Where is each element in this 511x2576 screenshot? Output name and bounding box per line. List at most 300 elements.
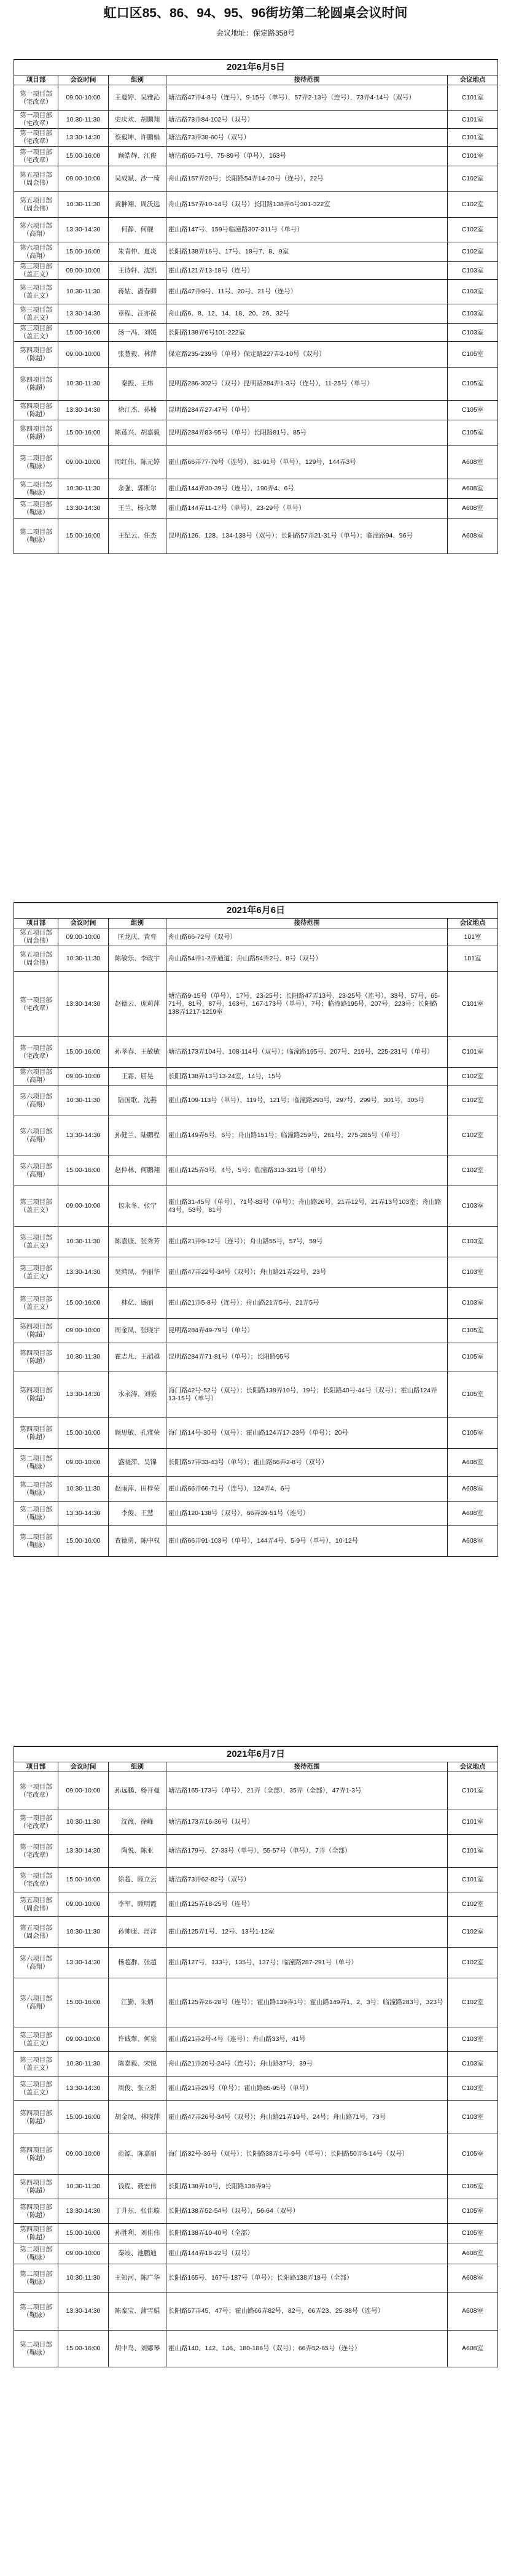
table-header-row [14,75,498,85]
table-row [14,1835,498,1868]
time-cell: 13:30-14:30 [58,2293,109,2331]
time-cell: 09:00-10:00 [58,2243,109,2264]
dept-cell: 第二项目部（鞠泳） [14,2264,58,2293]
dept-cell: 第二项目部（鞠泳） [14,1477,58,1502]
place-cell: C105室 [448,420,498,446]
scope-cell: 霍山路147号、159号临潼路307-311号（单号） [166,218,448,242]
place-cell: A608室 [448,1526,498,1557]
dept-cell: 第六项目部（高翔） [14,1155,58,1186]
table-row [14,446,498,479]
table-row [14,401,498,420]
place-cell: C101室 [448,1868,498,1892]
scope-cell: 塘沽路173弄16-36号（双号） [166,1810,448,1835]
dept-cell: 第二项目部（鞠泳） [14,519,58,554]
scope-cell: 长阳路57弄45，47号；霍山路66弄82号，82号，66弄23、25-38号（连号） [166,2293,448,2331]
table-row [14,1155,498,1186]
place-cell: C102室 [448,1978,498,2027]
schedule-day-1 [14,59,497,554]
group-cell: 张慧毅、林萍 [109,342,166,368]
time-cell: 10:30-11:30 [58,1227,109,1257]
scope-cell: 霍山路21弄9-12号（连号）；舟山路55号，57号，59号 [166,1227,448,1257]
time-cell: 10:30-11:30 [58,2264,109,2293]
group-cell: 许诚翠、何泉 [109,2027,166,2052]
dept-cell: 第三项目部（盖正文） [14,1288,58,1319]
column-header: 接待范围 [166,1762,448,1772]
time-cell: 13:30-14:30 [58,499,109,519]
column-header: 项目部 [14,919,58,928]
table-row [14,304,498,324]
dept-cell: 第四项目部（陈超） [14,1371,58,1418]
scope-cell: 霍山路125弄3号，4号，5号；临潼路313-321号（单号） [166,1155,448,1186]
table-row [14,280,498,304]
dept-cell: 第二项目部（鞠泳） [14,1502,58,1526]
group-cell: 何静、何舰 [109,218,166,242]
time-cell: 10:30-11:30 [58,368,109,401]
time-cell: 09:00-10:00 [58,1772,109,1810]
dept-cell: 第四项目部（陈超） [14,401,58,420]
time-cell: 09:00-10:00 [58,85,109,111]
time-cell: 10:30-11:30 [58,2052,109,2077]
dept-cell: 第六项目部（高翔） [14,1978,58,2027]
table-row [14,1810,498,1835]
scope-cell: 长阳路57弄33-43号（单号）；霍山路66弄2-8号（双号） [166,1449,448,1477]
table-row [14,147,498,166]
dept-cell: 第四项目部（陈超） [14,2199,58,2224]
dept-cell: 第一项目部（宅改章） [14,147,58,166]
table-row [14,192,498,218]
group-cell: 陆国歌、沈燕 [109,1086,166,1116]
scope-cell: 昆明路286-302号（双号）昆明路284弄1-3号（连号），11-25号（单号） [166,368,448,401]
scope-cell: 长阳路165号，167号-187号（单号）；长阳路138弄18号（全部） [166,2264,448,2293]
scope-cell: 霍山路140、142、146、180-186号（双号）；66弄52-65号（连号） [166,2331,448,2367]
dept-cell: 第三项目部（盖正文） [14,1186,58,1227]
scope-cell: 长阳路138弄10-40号（全部） [166,2224,448,2243]
time-cell: 09:00-10:00 [58,2134,109,2175]
place-cell: A608室 [448,499,498,519]
dept-cell: 第六项目部（高翔） [14,1068,58,1086]
group-cell: 吴鸿凤、李丽华 [109,1257,166,1288]
scope-cell: 昆明路284弄83-95号（单号）长阳路81号、85号 [166,420,448,446]
group-cell: 周金凤、张晓宇 [109,1319,166,1343]
place-cell: C101室 [448,129,498,147]
table-row [14,2331,498,2367]
scope-cell: 舟山路54弄1-2弄通道；舟山路54弄2号、8号（双号） [166,946,448,972]
place-cell: C101室 [448,85,498,111]
time-cell: 09:00-10:00 [58,2027,109,2052]
schedule-table [14,902,498,1557]
place-cell: C103室 [448,262,498,280]
scope-cell: 舟山路66-72号（双号） [166,928,448,946]
scope-cell: 霍山路125弄1号、12号、13号1-12室 [166,1917,448,1948]
dept-cell: 第一项目部（宅改章） [14,1868,58,1892]
day-date: 2021年6月5日 [14,60,498,75]
place-cell: C102室 [448,1155,498,1186]
place-cell: C105室 [448,2224,498,2243]
dept-cell: 第四项目部（陈超） [14,1343,58,1371]
scope-cell: 长阳路138弄6号101-222室 [166,324,448,342]
table-row [14,1502,498,1526]
scope-cell: 长阳路138弄10号，长阳路138弄9号 [166,2175,448,2199]
dept-cell: 第三项目部（盖正文） [14,324,58,342]
group-cell: 王霜、屈晃 [109,1068,166,1086]
time-cell: 13:30-14:30 [58,401,109,420]
dept-cell: 第二项目部（鞠泳） [14,2331,58,2367]
group-cell: 陈泰宝、蒲雪娟 [109,2293,166,2331]
table-row [14,2264,498,2293]
group-cell: 蔡毅坤、许鹏娟 [109,129,166,147]
table-row [14,1227,498,1257]
time-cell: 13:30-14:30 [58,1371,109,1418]
scope-cell: 霍山路47弄9号、11号、20号、21号（连号） [166,280,448,304]
page-subtitle: 会议地址：保定路358号 [216,29,295,37]
table-row [14,1772,498,1810]
time-cell: 15:00-16:00 [58,1868,109,1892]
column-header: 接待范围 [166,919,448,928]
place-cell: A608室 [448,2264,498,2293]
time-cell: 15:00-16:00 [58,2224,109,2243]
dept-cell: 第四项目部（陈超） [14,342,58,368]
group-cell: 徐江杰、孙楠 [109,401,166,420]
scope-cell: 舟山路157弄10-14号（双号）长阳路138弄6号301-322室 [166,192,448,218]
place-cell: C103室 [448,324,498,342]
time-cell: 10:30-11:30 [58,1477,109,1502]
column-header: 组别 [109,1762,166,1772]
scope-cell: 霍山路47弄22号-34号（双号）；舟山路21弄22号，23号 [166,1257,448,1288]
column-header: 组别 [109,919,166,928]
dept-cell: 第四项目部（陈超） [14,2101,58,2134]
scope-cell: 海门路14号-30号（双号）；霍山路124弄17-23号（单号）；20号 [166,1418,448,1449]
group-cell: 孙孝春、王敏敏 [109,1037,166,1068]
scope-cell: 保定路235-239号（单号）保定路227弄2-10号（双号） [166,342,448,368]
dept-cell: 第一项目部（宅改章） [14,972,58,1037]
table-row [14,946,498,972]
time-cell: 15:00-16:00 [58,1155,109,1186]
dept-cell: 第四项目部（陈超） [14,1319,58,1343]
dept-cell: 第五项目部（周金伟） [14,946,58,972]
table-row [14,1257,498,1288]
place-cell: C103室 [448,304,498,324]
table-row [14,368,498,401]
table-row [14,1477,498,1502]
table-row [14,1948,498,1978]
dept-cell: 第三项目部（盖正文） [14,1257,58,1288]
group-cell: 范源、陈嘉丽 [109,2134,166,2175]
scope-cell: 霍山路121弄13-18号（连号） [166,262,448,280]
place-cell: A608室 [448,479,498,499]
place-cell: A608室 [448,2293,498,2331]
scope-cell: 舟山路21弄20号-24号（连号）；舟山路37号，39号 [166,2052,448,2077]
table-row [14,166,498,192]
place-cell: C103室 [448,1288,498,1319]
group-cell: 陈嘉康、张秀芳 [109,1227,166,1257]
time-cell: 10:30-11:30 [58,1917,109,1948]
dept-cell: 第一项目部（宅改章） [14,1037,58,1068]
group-cell: 黄翀翔、周沃远 [109,192,166,218]
place-cell: C102室 [448,1068,498,1086]
table-header-row [14,1762,498,1772]
dept-cell: 第二项目部（鞠泳） [14,499,58,519]
scope-cell: 昆明路284弄27-47号（单号） [166,401,448,420]
time-cell: 13:30-14:30 [58,129,109,147]
table-row [14,519,498,554]
place-cell: C101室 [448,1835,498,1868]
place-cell: 101室 [448,946,498,972]
scope-cell: 塘沽路73弄84-102号（双号） [166,111,448,129]
place-cell: C105室 [448,1319,498,1343]
time-cell: 09:00-10:00 [58,166,109,192]
place-cell: A608室 [448,2331,498,2367]
dept-cell: 第六项目部（高翔） [14,1948,58,1978]
group-cell: 吴成斌、沙一琦 [109,166,166,192]
column-header: 会议地点 [448,919,498,928]
time-cell: 15:00-16:00 [58,2331,109,2367]
table-row [14,2199,498,2224]
table-row [14,2101,498,2134]
dept-cell: 第四项目部（陈超） [14,368,58,401]
table-row [14,129,498,147]
scope-cell: 塘沽路47弄4-8号（连号），9-15号（单号），57弄2-13号（连号），73弄4-14号（双号） [166,85,448,111]
place-cell: C101室 [448,1772,498,1810]
scope-cell: 霍山路31-45号（单号），71号-83号（单号）；舟山路26号，21弄12号，21弄13号103室；舟山路43号，53号，81号 [166,1186,448,1227]
place-cell: A608室 [448,1449,498,1477]
time-cell: 10:30-11:30 [58,192,109,218]
group-cell: 陶悦、陈亚 [109,1835,166,1868]
scope-cell: 霍山路127号，133号，135号，137号；临潼路287-291号（单号） [166,1948,448,1978]
scope-cell: 霍山路66弄66-71号（连号），124弄4、6号 [166,1477,448,1502]
place-cell: C105室 [448,1418,498,1449]
place-cell: C101室 [448,1810,498,1835]
column-header: 接待范围 [166,75,448,85]
group-cell: 王曼婷、吴雅沁 [109,85,166,111]
group-cell: 王兰、杨永翠 [109,499,166,519]
place-cell: C105室 [448,1371,498,1418]
scope-cell: 霍山路47弄26号-34号（双号）；舟山路21弄19号、24号；舟山路71号，73号 [166,2101,448,2134]
group-cell: 水永涛、刘骏 [109,1371,166,1418]
dept-cell: 第三项目部（盖正文） [14,2077,58,2101]
scope-cell: 塘沽路65-71号、75-89号（单号），163号 [166,147,448,166]
group-cell: 查德勇、陈中权 [109,1526,166,1557]
table-row [14,1418,498,1449]
place-cell: C105室 [448,368,498,401]
scope-cell: 霍山路21弄5-8号（连号）；舟山路21弄5号，21弄5号 [166,1288,448,1319]
time-cell: 10:30-11:30 [58,479,109,499]
scope-cell: 霍山路66弄77-79号（连号），81-91号（单号），129号，144弄3号 [166,446,448,479]
group-cell: 赵仲林、何鹏翔 [109,1155,166,1186]
dept-cell: 第三项目部（盖正文） [14,1227,58,1257]
time-cell: 13:30-14:30 [58,1116,109,1155]
place-cell: C101室 [448,147,498,166]
group-cell: 丁升东、张佳璇 [109,2199,166,2224]
schedule-table [14,59,498,554]
scope-cell: 霍山路149弄5号，6号；舟山路151号；临潼路259号，261号，275-285号（单号） [166,1116,448,1155]
time-cell: 13:30-14:30 [58,1502,109,1526]
dept-cell: 第一项目部（宅改章） [14,1835,58,1868]
time-cell: 13:30-14:30 [58,2077,109,2101]
place-cell: C105室 [448,1343,498,1371]
table-row [14,218,498,242]
dept-cell: 第三项目部（盖正文） [14,262,58,280]
dept-cell: 第三项目部（盖正文） [14,2027,58,2052]
dept-cell: 第二项目部（鞠泳） [14,1526,58,1557]
place-cell: C105室 [448,2134,498,2175]
group-cell: 顾皓辉、江俊 [109,147,166,166]
table-row [14,1343,498,1371]
group-cell: 周红伟、陈元婷 [109,446,166,479]
table-row [14,1526,498,1557]
scope-cell: 舟山路6、8、12、14、18、20、26、32号 [166,304,448,324]
place-cell: C102室 [448,1892,498,1917]
dept-cell: 第二项目部（鞠泳） [14,446,58,479]
place-cell: A608室 [448,446,498,479]
table-row [14,2052,498,2077]
group-cell: 王诗轩、沈凯 [109,262,166,280]
time-cell: 15:00-16:00 [58,1288,109,1319]
column-header: 组别 [109,75,166,85]
time-cell: 15:00-16:00 [58,1037,109,1068]
time-cell: 15:00-16:00 [58,420,109,446]
day-date: 2021年6月6日 [14,903,498,919]
time-cell: 09:00-10:00 [58,928,109,946]
table-row [14,1116,498,1155]
table-row [14,499,498,519]
column-header: 会议地点 [448,1762,498,1772]
dept-cell: 第一项目部（宅改章） [14,85,58,111]
scope-cell: 塘沽路73弄38-60号（双号） [166,129,448,147]
time-cell: 10:30-11:30 [58,280,109,304]
group-cell: 孙健兰、陆鹏程 [109,1116,166,1155]
table-row [14,928,498,946]
group-cell: 周俊、张立新 [109,2077,166,2101]
time-cell: 09:00-10:00 [58,1068,109,1086]
dept-cell: 第一项目部（宅改章） [14,1772,58,1810]
time-cell: 13:30-14:30 [58,1835,109,1868]
table-row [14,1371,498,1418]
scope-cell: 长阳路138弄13号13-24室，14号，15号 [166,1068,448,1086]
group-cell: 匡龙庆、黄育 [109,928,166,946]
time-cell: 10:30-11:30 [58,1810,109,1835]
scope-cell: 霍山路144弄11-17号（单号），23-29号（单号） [166,499,448,519]
table-row [14,324,498,342]
dept-cell: 第二项目部（鞠泳） [14,479,58,499]
table-row [14,1186,498,1227]
schedule-table [14,1746,498,2367]
scope-cell: 塘沽路9-15号（单号），17号，23-25号；长阳路47弄13号、23-25号（连号），33号，57号，65-71号，81号，87号，163号，167-173号（单号），7号；临潼路195号，207号，223号；长阳路138弄1217-1219室 [166,972,448,1037]
time-cell: 13:30-14:30 [58,1257,109,1288]
dept-cell: 第四项目部（陈超） [14,1418,58,1449]
place-cell: A608室 [448,519,498,554]
time-cell: 10:30-11:30 [58,111,109,129]
table-row [14,1917,498,1948]
group-cell: 余强、郭斯尔 [109,479,166,499]
place-cell: C105室 [448,2175,498,2199]
time-cell: 09:00-10:00 [58,1186,109,1227]
place-cell: C103室 [448,1227,498,1257]
dept-cell: 第四项目部（陈超） [14,2224,58,2243]
dept-cell: 第六项目部（高翔） [14,242,58,262]
place-cell: C103室 [448,1186,498,1227]
group-cell: 赵雨萍、田梓荣 [109,1477,166,1502]
table-row [14,2293,498,2331]
group-cell: 史庆欢、胡鹏翔 [109,111,166,129]
table-row [14,111,498,129]
group-cell: 胡中鸟、刘娜琴 [109,2331,166,2367]
scope-cell: 霍山路125弄18-25号（连号） [166,1892,448,1917]
place-cell: C101室 [448,111,498,129]
schedule-day-2 [14,902,497,1557]
group-cell: 孙帅康、周洋 [109,1917,166,1948]
group-cell: 陈敏乐、李政宇 [109,946,166,972]
time-cell: 09:00-10:00 [58,262,109,280]
dept-cell: 第五项目部（周金伟） [14,192,58,218]
place-cell: C102室 [448,192,498,218]
time-cell: 15:00-16:00 [58,2101,109,2134]
table-header-row [14,919,498,928]
place-cell: C103室 [448,1257,498,1288]
time-cell: 15:00-16:00 [58,324,109,342]
place-cell: C102室 [448,242,498,262]
scope-cell: 昆明路284弄49-79号（单号） [166,1319,448,1343]
table-row [14,972,498,1037]
group-cell: 包永冬、张宁 [109,1186,166,1227]
table-row [14,2175,498,2199]
place-cell: A608室 [448,1477,498,1502]
dept-cell: 第二项目部（鞠泳） [14,2293,58,2331]
time-cell: 15:00-16:00 [58,519,109,554]
group-cell: 陈莲兴、胡嘉毅 [109,420,166,446]
scope-cell: 舟山路157弄20号；长阳路54弄14-20号（连号），22号 [166,166,448,192]
time-cell: 13:30-14:30 [58,304,109,324]
place-cell: C102室 [448,1917,498,1948]
table-row [14,1449,498,1477]
dept-cell: 第三项目部（盖正文） [14,304,58,324]
place-cell: C101室 [448,972,498,1037]
group-cell: 顾思敏、孔雅荣 [109,1418,166,1449]
scope-cell: 霍山路144弄30-39号（连号），190弄4、6号 [166,479,448,499]
table-row [14,2243,498,2264]
dept-cell: 第三项目部（盖正文） [14,2052,58,2077]
column-header: 会议地点 [448,75,498,85]
group-cell: 李军、顾明霞 [109,1892,166,1917]
group-cell: 汤一冯、刘媛 [109,324,166,342]
place-cell: C102室 [448,1116,498,1155]
group-cell: 赵德云、庞莉萍 [109,972,166,1037]
schedule-day-3 [14,1746,497,2367]
table-row [14,2134,498,2175]
table-row [14,1037,498,1068]
scope-cell: 昆明路284弄71-81号（单号）；长阳路95号 [166,1343,448,1371]
dept-cell: 第六项目部（高翔） [14,218,58,242]
column-header: 项目部 [14,1762,58,1772]
time-cell: 15:00-16:00 [58,1526,109,1557]
time-cell: 15:00-16:00 [58,147,109,166]
dept-cell: 第二项目部（鞠泳） [14,2243,58,2264]
time-cell: 10:30-11:30 [58,1086,109,1116]
scope-cell: 霍山路21弄2号-4号（连号）；舟山路33号，41号 [166,2027,448,2052]
group-cell: 盛晓萍、吴锦 [109,1449,166,1477]
table-row [14,1978,498,2027]
scope-cell: 霍山路21弄29号（单号）；霍山路85-95号（单号） [166,2077,448,2101]
dept-cell: 第四项目部（陈超） [14,420,58,446]
group-cell: 孙远鹏、杨开曼 [109,1772,166,1810]
table-row [14,1868,498,1892]
place-cell: C103室 [448,2077,498,2101]
dept-cell: 第五项目部（周金伟） [14,1892,58,1917]
time-cell: 15:00-16:00 [58,242,109,262]
time-cell: 13:30-14:30 [58,1948,109,1978]
scope-cell: 塘沽路179号，27-33号（单号），55-57号（单号），7弄（全部） [166,1835,448,1868]
place-cell: C102室 [448,1948,498,1978]
scope-cell: 长阳路138弄16号、17号、18号7、8、9室 [166,242,448,262]
